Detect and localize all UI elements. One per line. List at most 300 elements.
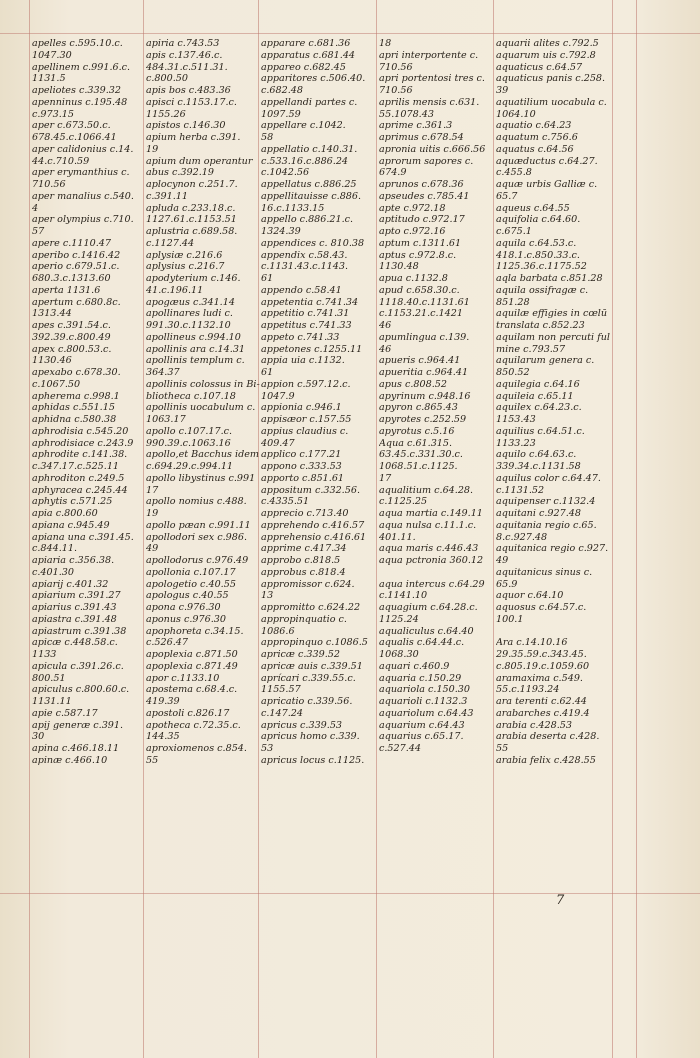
index-entry: appareo c.682.45 [261, 61, 346, 73]
index-entry: 484.31.c.511.31. [146, 61, 228, 73]
index-entry: appellitauisse c.886. [261, 190, 362, 202]
index-entry: 46 [379, 343, 392, 355]
index-entry: 710.56 [379, 85, 413, 96]
index-entry: apto c.972.16 [379, 226, 446, 237]
index-entry: aqualiculus c.64.40 [379, 625, 474, 637]
index-entry: appendix c.58.43. [261, 249, 348, 261]
index-entry: arabia felix c.428.55 [496, 754, 596, 766]
index-entry: apina c.466.18.11 [32, 743, 120, 754]
index-entry: apyron c.865.43 [379, 402, 458, 414]
index-entry: apollineus c.994.10 [146, 331, 241, 343]
index-entry: Ara c.14.10.16 [496, 637, 568, 649]
index-entry: c.1141.10 [379, 590, 428, 602]
index-entry: 46 [379, 320, 392, 331]
index-entry: aquatus c.64.56 [496, 143, 574, 155]
index-entry: aqualitium c.64.28. [379, 484, 474, 496]
index-entry: appellatus c.886.25 [261, 179, 357, 190]
index-entry: apueritia c.964.41 [379, 367, 469, 378]
index-entry: 55 [146, 754, 159, 766]
index-entry: aquarum uis c.792.8 [496, 49, 596, 61]
index-entry: aquari c.460.9 [379, 660, 450, 672]
index-entry: c.347.17.c.525.11 [32, 461, 120, 472]
index-entry: c.1131.43.c.1143. [261, 261, 349, 273]
index-entry: appetitus c.741.33 [261, 320, 352, 331]
index-entry: aqua pctronia 360.12 [379, 555, 484, 566]
index-entry: 680.3.c.1313.60 [32, 273, 111, 284]
index-entry: appono c.333.53 [261, 461, 342, 472]
index-entry: aquarium c.64.43 [379, 719, 465, 731]
index-entry: aphrodite c.141.38. [32, 449, 128, 461]
index-entry: translata c.852.23 [496, 320, 585, 331]
index-entry: approbo c.818.5 [261, 555, 341, 566]
index-entry: 991.30.c.1132.10 [146, 320, 231, 331]
index-entry: apertum c.680.8c. [32, 296, 121, 308]
index-entry: apollinis colossus in Bi- [146, 378, 260, 390]
index-entry: 710.56 [32, 179, 66, 190]
index-entry: 401.11. [379, 531, 416, 543]
index-entry: 419.39 [146, 696, 180, 707]
index-entry: apyrotus c.5.16 [379, 425, 455, 437]
index-entry: 1130.46 [32, 355, 72, 367]
index-entry: aquitania regio c.65. [496, 519, 597, 531]
index-entry: arabia deserta c.428. [496, 731, 600, 743]
index-entry: aquariolum c.64.43 [379, 707, 474, 719]
index-entry: approbus c.818.4 [261, 566, 346, 578]
index-entry: aprorum sapores c. [379, 155, 474, 167]
index-entry: appellatio c.140.31. [261, 143, 358, 155]
index-entry: aper olympius c.710. [32, 214, 134, 226]
index-entry: aptus c.972.8.c. [379, 249, 457, 261]
index-entry: aquilegia c.64.16 [496, 378, 580, 390]
index-entry: 1130.48 [379, 261, 419, 273]
index-entry: c.682.48 [261, 85, 303, 96]
index-entry: 392.39.c.800.49 [32, 331, 111, 343]
index-entry: apri portentosi tres c. [379, 73, 485, 85]
index-entry: apporto c.851.61 [261, 472, 345, 484]
index-entry: 16.c.1133.15 [261, 202, 325, 214]
index-entry: aquitani c.927.48 [496, 508, 581, 519]
index-entry: apollodori sex c.986. [146, 531, 248, 543]
index-entry: aponus c.976.30 [146, 613, 226, 625]
index-entry: aquilarum genera c. [496, 355, 595, 367]
index-entry: appositum c.332.56. [261, 484, 360, 496]
index-entry: apprehendo c.416.57 [261, 519, 365, 531]
index-entry: appropinquatio c. [261, 613, 347, 625]
index-entry: apricatio c.339.56. [261, 696, 353, 707]
index-entry: aprimus c.678.54 [379, 132, 464, 143]
index-entry: 1155.26 [146, 108, 186, 120]
index-entry: apoplexia c.871.50 [146, 649, 238, 660]
index-entry: apiastrum c.391.38 [32, 625, 127, 637]
index-entry: 1313.44 [32, 308, 72, 320]
index-entry: aqua intercus c.64.29 [379, 578, 485, 590]
index-entry: aramaxima c.549. [496, 672, 583, 684]
index-entry: apeliotes c.339.32 [32, 85, 121, 96]
index-entry: aquilam non percuti ful [496, 331, 610, 343]
index-entry: 1125.24 [379, 613, 419, 625]
index-entry: apus c.808.52 [379, 378, 448, 390]
index-entry: apere c.1110.47 [32, 237, 111, 249]
index-entry: apicæ c.448.58.c. [32, 637, 118, 649]
index-entry: aquilius c.64.51.c. [496, 425, 585, 437]
index-entry: aplysius c.216.7 [146, 261, 225, 273]
index-entry: 18 [379, 38, 392, 49]
index-entry: 1133 [32, 649, 57, 660]
index-entry: 55.1078.43 [379, 108, 434, 120]
index-entry: aperio c.679.51.c. [32, 261, 120, 273]
index-entry: mine c.793.57 [496, 343, 566, 355]
index-entry: apium herba c.391. [146, 132, 241, 143]
index-entry: c.844.11. [32, 543, 78, 555]
index-entry: ara terenti c.62.44 [496, 696, 587, 707]
index-entry: arabia c.428.53 [496, 719, 572, 731]
index-entry: appendo c.58.41 [261, 284, 342, 296]
index-entry: 678.45.c.1066.41 [32, 132, 117, 143]
index-entry: 851.28 [496, 296, 530, 308]
margin-rule-left [29, 0, 30, 1058]
index-entry: 409.47 [261, 437, 295, 449]
index-entry: bliotheca c.107.18 [146, 390, 236, 402]
index-entry: appello c.886.21.c. [261, 214, 354, 226]
index-entry: apex c.800.53.c. [32, 343, 112, 355]
index-entry: apiarij c.401.32 [32, 578, 109, 590]
index-entry: apseudes c.785.41 [379, 190, 470, 202]
index-entry: 674.9 [379, 167, 407, 179]
index-entry: apollo libystinus c.991 [146, 472, 256, 484]
index-entry: apprecio c.713.40 [261, 508, 349, 519]
index-entry: c.1042.56 [261, 167, 310, 179]
index-entry: 55 [496, 743, 509, 754]
index-entry: apri interportente c. [379, 49, 479, 61]
index-entry: c.527.44 [379, 743, 421, 754]
index-entry: apiana c.945.49 [32, 519, 110, 531]
index-entry: aquæductus c.64.27. [496, 155, 598, 167]
index-entry: aqua martia c.149.11 [379, 508, 483, 519]
index-entry: 41.c.196.11 [146, 284, 204, 296]
index-entry: abus c.392.19 [146, 167, 215, 179]
index-entry: c.805.19.c.1059.60 [496, 660, 590, 672]
index-entry: aperibo c.1416.42 [32, 249, 121, 261]
index-entry: apiarium c.391.27 [32, 590, 121, 602]
index-entry: aquilo c.64.63.c. [496, 449, 577, 461]
index-entry: appetones c.1255.11 [261, 343, 363, 355]
index-entry: appisæor c.157.55 [261, 414, 352, 425]
index-entry: aquitanica regio c.927. [496, 543, 609, 555]
index-entry: aquilus color c.64.47. [496, 472, 601, 484]
index-entry: aquatum c.756.6 [496, 132, 578, 143]
index-entry: aquifolia c.64.60. [496, 214, 581, 226]
index-entry: apricæ auis c.339.51 [261, 660, 363, 672]
index-entry: c.533.16.c.886.24 [261, 155, 349, 167]
index-entry: apogæus c.341.14 [146, 296, 235, 308]
index-entry: apricus c.339.53 [261, 719, 343, 731]
index-entry: 1064.10 [496, 108, 536, 120]
index-entry: apollo nomius c.488. [146, 496, 247, 508]
index-entry: aphidas c.551.15 [32, 402, 115, 414]
index-entry: aper manalius c.540. [32, 190, 134, 202]
index-entry: 13 [261, 590, 274, 602]
index-entry: aplysiæ c.216.6 [146, 249, 223, 261]
index-entry: apricus locus c.1125. [261, 754, 365, 766]
index-entry: apollo pæan c.991.11 [146, 519, 251, 531]
index-entry: apumlingua c.139. [379, 331, 470, 343]
index-entry: appromitto c.624.22 [261, 602, 361, 613]
index-column-2 [146, 38, 262, 767]
index-entry: apisci c.1153.17.c. [146, 96, 237, 108]
index-entry: apodyterium c.146. [146, 273, 241, 284]
index-entry: 1063.17 [146, 414, 186, 425]
index-entry: aquipenser c.1132.4 [496, 496, 596, 508]
index-entry: 65.9 [496, 578, 518, 590]
index-entry: aquæ urbis Galliæ c. [496, 179, 598, 190]
index-entry: aper erymanthius c. [32, 167, 130, 179]
index-entry: arabarches c.419.4 [496, 707, 590, 719]
index-entry: aphroditon c.249.5 [32, 472, 125, 484]
index-entry: aprilis mensis c.631. [379, 96, 480, 108]
index-entry: apotheca c.72.35.c. [146, 719, 241, 731]
index-entry: 49 [496, 555, 509, 566]
index-entry: aperta 1131.6 [32, 284, 101, 296]
index-entry: 800.51 [32, 672, 66, 684]
index-entry: c.1153.21.c.1421 [379, 308, 463, 320]
index-entry: aquilex c.64.23.c. [496, 402, 582, 414]
index-entry: appionia c.946.1 [261, 402, 342, 414]
index-entry: 339.34.c.1131.58 [496, 461, 581, 472]
index-entry: apona c.976.30 [146, 602, 221, 613]
index-entry: c.1127.44 [146, 237, 195, 249]
index-entry: 1133.23 [496, 437, 536, 449]
index-entry: apparare c.681.36 [261, 38, 351, 49]
index-entry: 1131.11 [32, 696, 72, 707]
index-entry: c.147.24 [261, 707, 303, 719]
index-entry: applico c.177.21 [261, 449, 342, 461]
index-entry: 49 [146, 543, 159, 555]
index-entry: aquosus c.64.57.c. [496, 602, 587, 613]
index-entry: 1127.61.c.1153.51 [146, 214, 237, 226]
index-entry: appellandi partes c. [261, 96, 358, 108]
index-entry: aquatio c.64.23 [496, 120, 572, 132]
index-entry: aquila ossifragæ c. [496, 284, 589, 296]
index-entry: apium dum operantur [146, 155, 253, 167]
index-entry [496, 626, 612, 638]
index-entry: apologus c.40.55 [146, 590, 229, 602]
index-entry: apenninus c.195.48 [32, 96, 128, 108]
index-entry: apollinares ludi c. [146, 308, 233, 320]
index-entry: aqla barbata c.851.28 [496, 273, 603, 284]
index-entry: aquilæ effigies in cœlū [496, 308, 608, 320]
index-entry: 1086.6 [261, 625, 295, 637]
index-entry: apueris c.964.41 [379, 355, 461, 367]
index-entry: aqua nulsa c.11.1.c. [379, 519, 477, 531]
index-entry: apelles c.595.10.c. [32, 38, 123, 49]
index-entry: c.694.29.c.994.11 [146, 461, 234, 472]
index-entry: apollo,et Bacchus idem [146, 449, 260, 461]
index-entry: apronia uitis c.666.56 [379, 143, 486, 155]
index-entry: 55.c.1193.24 [496, 684, 560, 696]
index-entry: aphrodisia c.545.20 [32, 425, 129, 437]
index-entry: appius claudius c. [261, 425, 349, 437]
index-entry: aphyracea c.245.44 [32, 484, 128, 496]
index-entry: apparatus c.681.44 [261, 49, 356, 61]
index-entry: apollo c.107.17.c. [146, 425, 233, 437]
index-entry: appeto c.741.33 [261, 331, 340, 343]
index-column-5 [496, 38, 612, 767]
index-entry: 1068.51.c.1125. [379, 461, 458, 472]
index-entry: c.1067.50 [32, 378, 81, 390]
index-entry: apis bos c.483.36 [146, 85, 231, 96]
margin-rule-right [612, 0, 613, 1058]
index-entry: aquaticus c.64.57 [496, 61, 583, 73]
index-entry: 1118.40.c.1131.61 [379, 296, 470, 308]
index-entry: appetentia c.741.34 [261, 296, 359, 308]
index-entry: 1068.30 [379, 649, 419, 660]
index-entry: aphrodisiace c.243.9 [32, 437, 134, 449]
index-entry: apor c.1133.10 [146, 672, 220, 684]
index-entry: appellare c.1042. [261, 120, 346, 132]
index-entry: 58 [261, 132, 274, 143]
index-entry: aprime c.361.3 [379, 120, 453, 132]
index-entry: apexabo c.678.30. [32, 367, 121, 378]
index-entry: c.455.8 [496, 167, 532, 179]
index-entry: appromissor c.624. [261, 578, 355, 590]
index-entry: appia uia c.1132. [261, 355, 345, 367]
index-entry: apistos c.146.30 [146, 120, 226, 132]
index-entry: aquarii alites c.792.5 [496, 38, 599, 49]
index-entry: apiculus c.800.60.c. [32, 684, 130, 696]
index-entry: aquagium c.64.28.c. [379, 602, 478, 613]
index-entry: appetitio c.741.31 [261, 308, 350, 320]
index-entry: 710.56 [379, 61, 413, 73]
index-entry: apis c.137.46.c. [146, 49, 223, 61]
index-entry: 100.1 [496, 613, 524, 625]
index-entry: apia c.800.60 [32, 508, 98, 519]
index-entry: 1131.5 [32, 73, 66, 85]
index-entry: c.800.50 [146, 73, 188, 85]
index-entry: apollodorus c.976.49 [146, 555, 249, 566]
index-entry: appropinquo c.1086.5 [261, 637, 368, 649]
index-entry: 1047.9 [261, 390, 295, 402]
index-entry: aquariola c.150.30 [379, 684, 471, 696]
index-entry: 17 [379, 472, 392, 484]
index-entry: aptum c.1311.61 [379, 237, 462, 249]
index-entry: aper c.673.50.c. [32, 120, 111, 132]
index-entry: apollinis templum c. [146, 355, 245, 367]
index-entry: apiaria c.356.38. [32, 555, 115, 566]
index-entry: apostema c.68.4.c. [146, 684, 238, 696]
index-entry: 1155.57 [261, 684, 301, 696]
index-column-3 [261, 38, 377, 767]
index-entry: 61 [261, 367, 274, 378]
index-entry: 44.c.710.59 [32, 155, 90, 167]
index-entry: c.1131.52 [496, 484, 545, 496]
index-entry: apij generæ c.391. [32, 719, 124, 731]
index-entry: apyrinum c.948.16 [379, 390, 471, 402]
index-entry: apollinis ara c.14.31 [146, 343, 246, 355]
index-entry: aplustria c.689.58. [146, 226, 238, 237]
index-entry: 1153.43 [496, 414, 536, 425]
index-entry: apostoli c.826.17 [146, 707, 230, 719]
index-entry: 19 [146, 143, 159, 155]
index-entry: apollinis uocabulum c. [146, 402, 256, 414]
index-entry: 4 [32, 202, 39, 214]
index-entry: apicula c.391.26.c. [32, 660, 124, 672]
index-entry: aquitanicus sinus c. [496, 566, 593, 578]
index-entry: aphytis c.571.25 [32, 496, 113, 508]
index-entry: apprehensio c.416.61 [261, 531, 367, 543]
index-entry: apologetio c.40.55 [146, 578, 236, 590]
top-rule [0, 33, 700, 34]
index-entry: aquila c.64.53.c. [496, 237, 577, 249]
index-entry: 1097.59 [261, 108, 301, 120]
index-entry: apprime c.417.34 [261, 543, 347, 555]
index-entry: c.973.15 [32, 108, 74, 120]
index-entry: aquatilium uocabula c. [496, 96, 607, 108]
index-entry: aquaria c.150.29 [379, 672, 462, 684]
index-entry: apinæ c.466.10 [32, 754, 108, 766]
index-entry: 8.c.927.48 [496, 531, 548, 543]
index-entry: appendices c. 810.38 [261, 237, 365, 249]
index-entry: apparitores c.506.40. [261, 73, 366, 85]
index-entry: c.526.47 [146, 637, 188, 649]
index-entry: aquileia c.65.11 [496, 390, 574, 402]
index-entry: apoplexia c.871.49 [146, 660, 238, 672]
index-entry: aquaticus panis c.258. [496, 73, 606, 85]
index-entry: 1324.39 [261, 226, 301, 237]
index-entry: apollonia c.107.17 [146, 566, 236, 578]
index-entry: 850.52 [496, 367, 530, 378]
index-entry: apyrotes c.252.59 [379, 414, 467, 425]
index-entry: apud c.658.30.c. [379, 284, 460, 296]
index-entry: aplocynon c.251.7. [146, 179, 238, 190]
index-entry: apiarius c.391.43 [32, 602, 117, 613]
index-entry: aprunos c.678.36 [379, 179, 464, 190]
index-entry: apophoreta c.34.15. [146, 625, 244, 637]
index-entry: aptitudo c.972.17 [379, 214, 465, 226]
index-entry: 30 [32, 731, 45, 743]
index-entry: apiria c.743.53 [146, 38, 220, 49]
index-entry: 144.35 [146, 731, 180, 743]
index-entry: 1047.30 [32, 49, 72, 61]
index-entry: 29.35.59.c.343.45. [496, 649, 587, 660]
index-entry: apellinem c.991.6.c. [32, 61, 131, 73]
index-entry: aproxiomenos c.854. [146, 743, 247, 754]
index-entry: c.401.30 [32, 566, 74, 578]
index-entry: aper calidonius c.14. [32, 143, 134, 155]
index-entry: apie c.587.17 [32, 707, 98, 719]
index-entry: 364.37 [146, 367, 180, 378]
index-entry: aquor c.64.10 [496, 590, 564, 602]
index-column-1 [32, 38, 148, 767]
index-entry: apiastra c.391.48 [32, 613, 117, 625]
index-entry: aprícari c.339.55.c. [261, 672, 356, 684]
index-entry: aquarius c.65.17. [379, 731, 464, 743]
index-entry: aquarioli c.1132.3 [379, 696, 468, 707]
index-entry [379, 567, 495, 579]
index-entry: 990.39.c.1063.16 [146, 437, 231, 449]
index-entry: 65.7 [496, 190, 518, 202]
index-entry: aphidna c.580.38 [32, 414, 117, 425]
index-entry: 39 [496, 85, 509, 96]
index-entry: apes c.391.54.c. [32, 320, 111, 331]
index-entry: apricus homo c.339. [261, 731, 360, 743]
page-number: 7 [556, 893, 565, 908]
index-entry: c.4335.51 [261, 496, 310, 508]
bottom-rule [0, 893, 700, 894]
index-entry: 1125.36.c.1175.52 [496, 261, 587, 273]
index-entry: aqualis c.64.44.c. [379, 637, 465, 649]
index-entry: c.1125.25 [379, 496, 428, 508]
index-entry: 53 [261, 743, 274, 754]
